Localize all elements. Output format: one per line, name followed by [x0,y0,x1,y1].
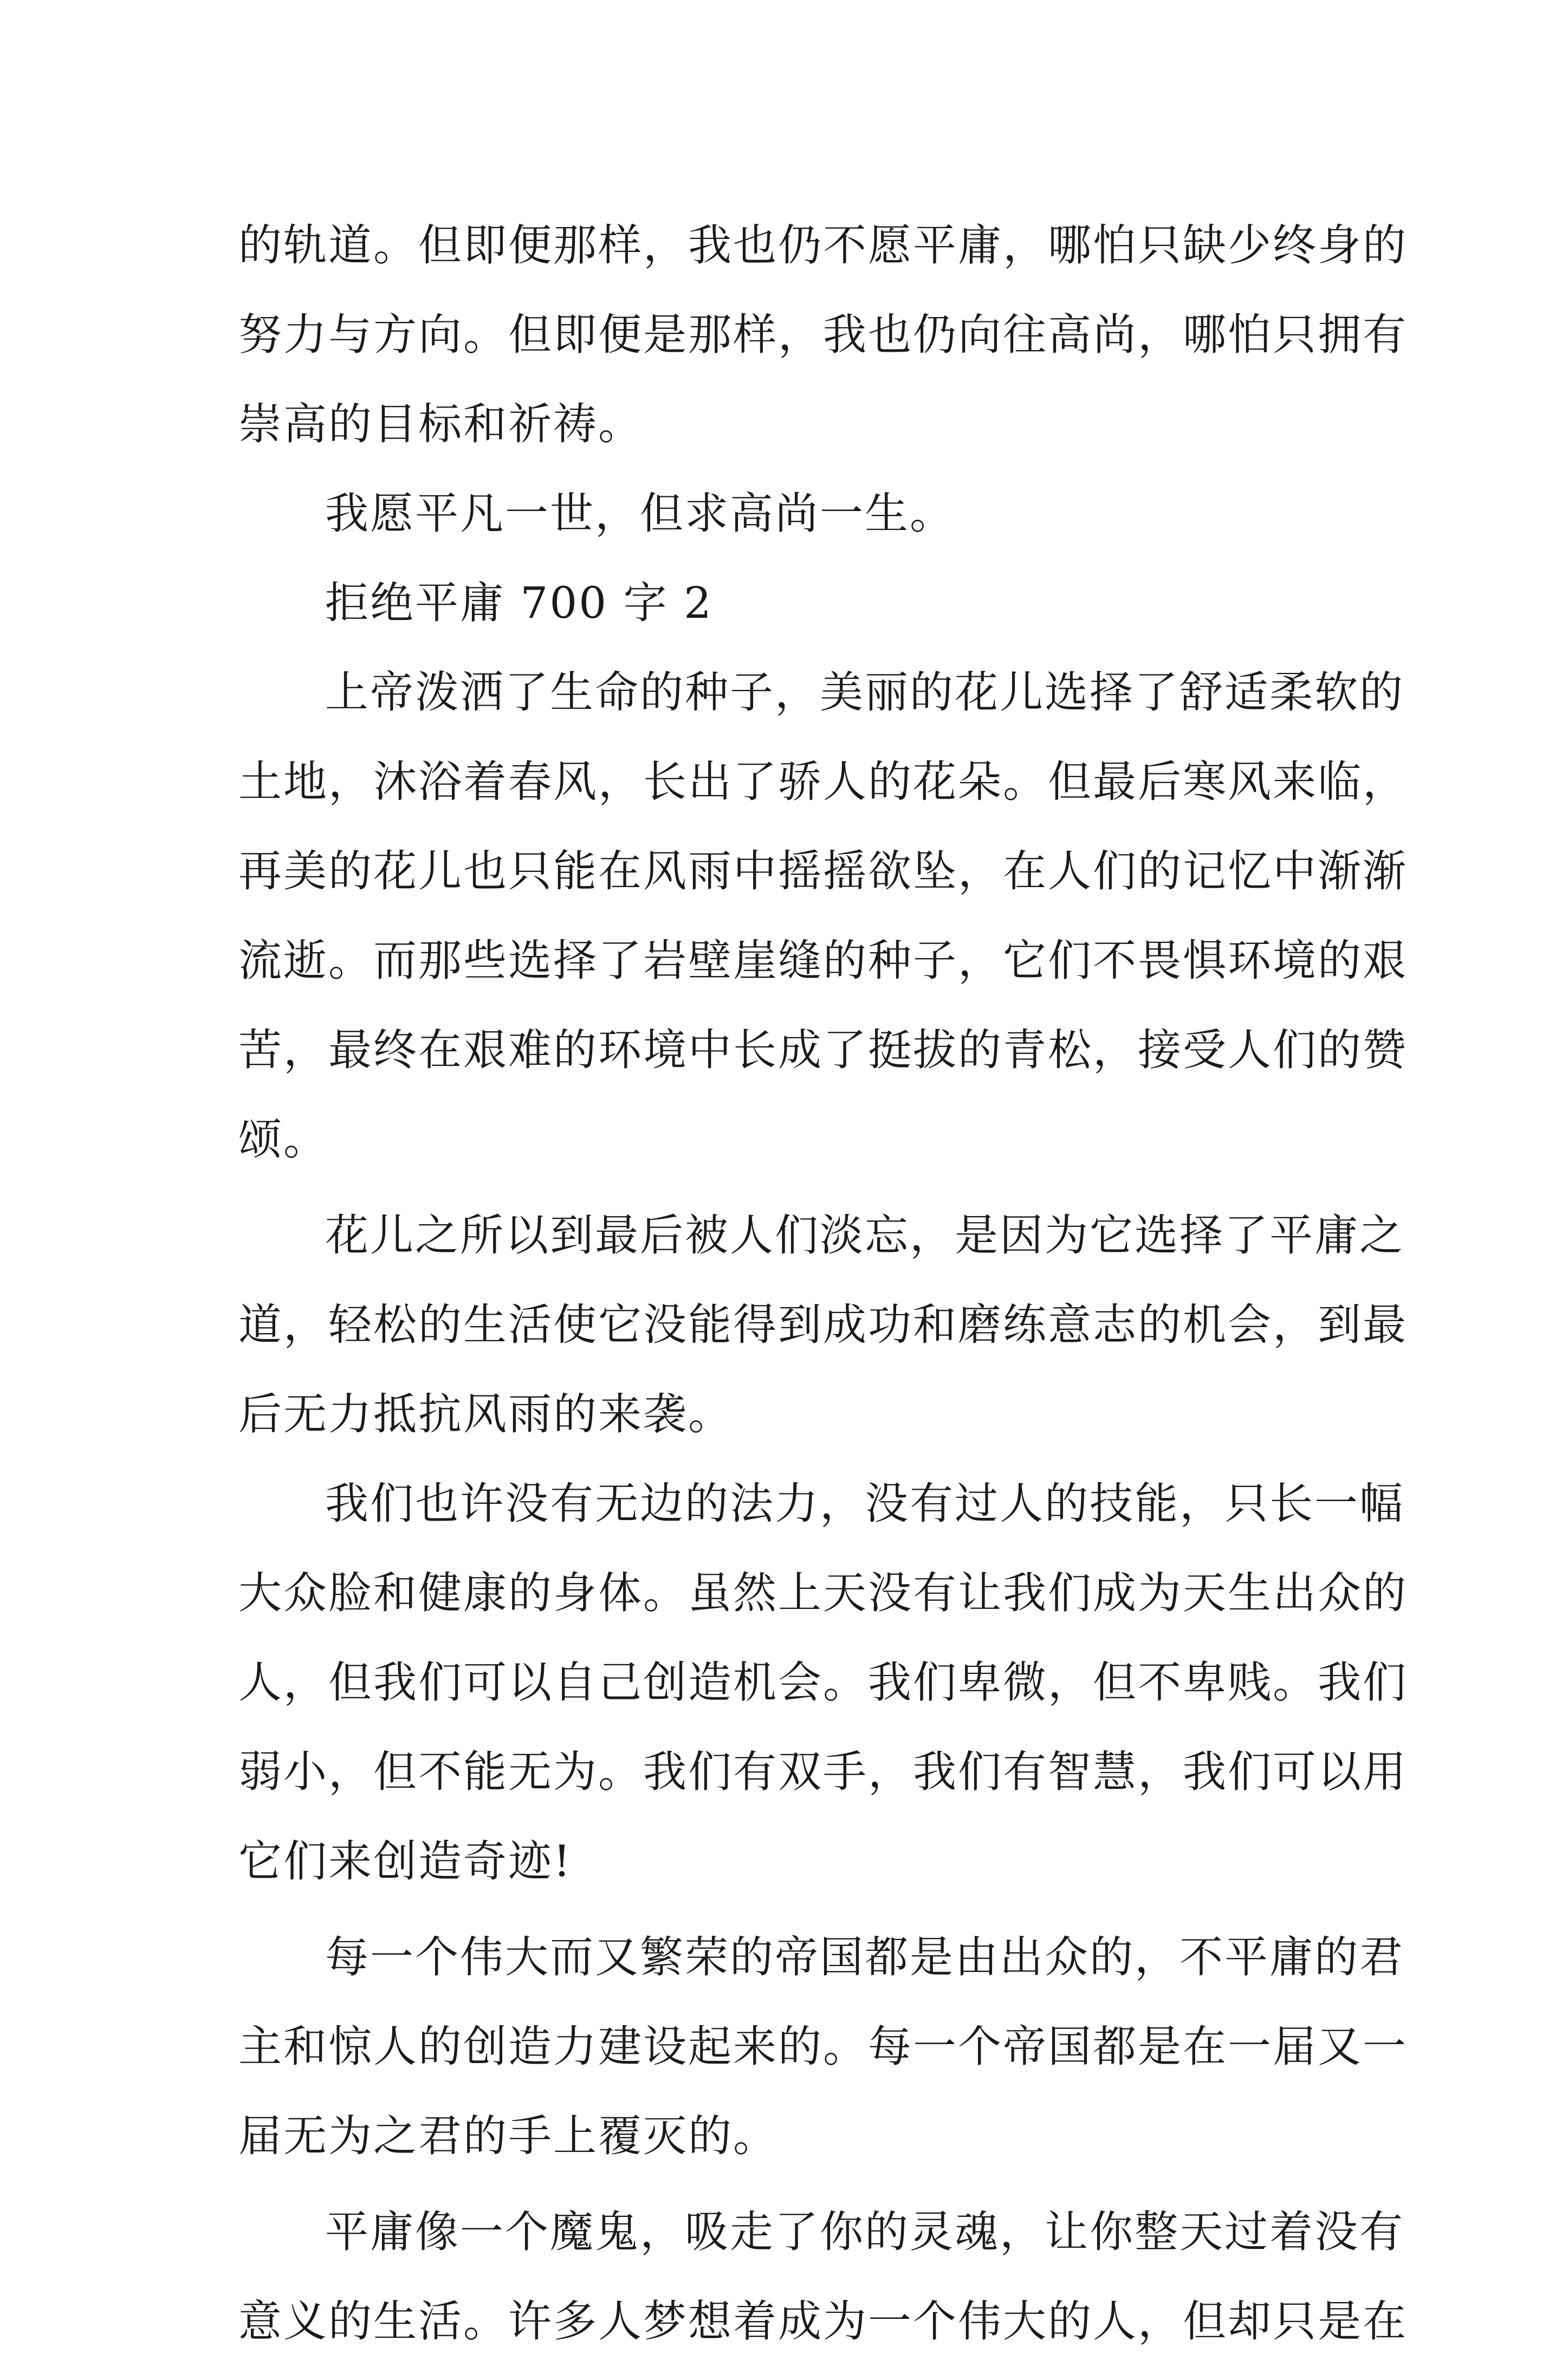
text-line: 它们来创造奇迹! [238,1836,573,1886]
text-line: 苦，最终在艰难的环境中长成了挺拔的青松，接受人们的赞 [238,1025,1408,1075]
text-line: 流逝。而那些选择了岩壁崖缝的种子，它们不畏惧环境的艰 [238,935,1408,986]
text-line: 平庸像一个魔鬼，吸走了你的灵魂，让你整天过着没有 [325,2207,1404,2257]
text-line: 主和惊人的创造力建设起来的。每一个帝国都是在一届又一 [238,2021,1408,2072]
text-line: 上帝泼洒了生命的种子，美丽的花儿选择了舒适柔软的 [325,667,1404,717]
section-heading: 拒绝平庸 700 字 2 [325,578,713,628]
text-line: 我愿平凡一世，但求高尚一生。 [325,488,955,539]
text-line: 届无为之君的手上覆灭的。 [238,2111,778,2161]
text-line: 后无力抵抗风雨的来袭。 [238,1389,733,1439]
text-line: 我们也许没有无边的法力，没有过人的技能，只长一幅 [325,1478,1404,1529]
text-line: 再美的花儿也只能在风雨中摇摇欲坠，在人们的记忆中渐渐 [238,846,1408,896]
text-line: 颂。 [238,1114,328,1165]
text-line: 道，轻松的生活使它没能得到成功和磨练意志的机会，到最 [238,1300,1408,1350]
text-line: 花儿之所以到最后被人们淡忘，是因为它选择了平庸之 [325,1210,1404,1260]
text-line: 土地，沐浴着春风，长出了骄人的花朵。但最后寒风来临， [238,757,1408,807]
text-line: 每一个伟大而又繁荣的帝国都是由出众的，不平庸的君 [325,1932,1404,1982]
text-line: 努力与方向。但即便是那样，我也仍向往高尚，哪怕只拥有 [238,309,1408,360]
text-line: 崇高的目标和祈祷。 [238,399,643,449]
text-line: 人，但我们可以自己创造机会。我们卑微，但不卑贱。我们 [238,1657,1408,1708]
text-line: 意义的生活。许多人梦想着成为一个伟大的人，但却只是在 [238,2296,1408,2346]
document-body [238,201,1408,2366]
text-line: 的轨道。但即便那样，我也仍不愿平庸，哪怕只缺少终身的 [238,220,1408,270]
text-line: 大众脸和健康的身体。虽然上天没有让我们成为天生出众的 [238,1568,1408,1618]
text-line: 弱小，但不能无为。我们有双手，我们有智慧，我们可以用 [238,1747,1408,1797]
